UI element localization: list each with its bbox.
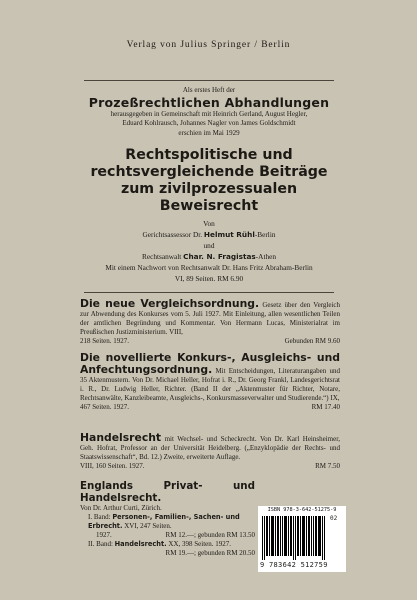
authors-block [80,218,338,284]
intro-line-1: Als erstes Heft der [182,86,236,94]
series-title: Prozeßrechtlichen Abhandlungen [88,95,330,111]
entry-1-pages: 218 Seiten. 1927. [80,337,129,345]
entry-2-text: Mit Entscheidungen, Literaturangaben und 35 Aktenmustern. Von Dr. Michael Heller, Hofrat i. R., Dr. Georg Frankl, Landesgerichtsrat i. R., Dr. Ludwig Heller, Richter. (Band II der „Aktenmuster für Richter, Notare, Rechtsanwälte, Kanzleibeamte, Ausgleichs-, Konkursmasseverwalter und Studierende.“) IX, [80,367,340,402]
band-1-title: Personen-, Familien-, Sachen- und Erbrecht. [88,513,240,530]
band-2-label: II. Band: [88,540,113,548]
entry-4-title: Englands Privat- und Handelsrecht. [80,480,255,504]
band-1-label: I. Band: [88,513,111,521]
main-title-line-3: zum zivilprozessualen [120,181,298,197]
publisher-line: Verlag von Julius Springer / Berlin [126,40,291,50]
entry-4-band-2 [80,540,255,558]
nachwort-line: Mit einem Nachwort von Rechtsanwalt Dr. Hans Fritz Abraham-Berlin [105,263,313,272]
entry-3-text: mit Wechsel- und Scheckrecht. Von Dr. Karl Heinsheimer, Geh. Hofrat, Professor an der Universität Heidelberg. („Enzyklopädie der Rechts- und Staatswissenschaft“, Bd. 12.) Zweite, erweiterte Auflage. [80,435,341,461]
band-2-price: RM 19.—; gebunden RM 20.50 [165,549,255,557]
entry-3-title: Handelsrecht [80,431,162,444]
catalog-entry-1 [80,298,340,346]
author-1-name: Helmut Rühl [203,230,255,239]
author-2-name: Char. N. Fragistas [183,252,256,261]
entry-3-price: RM 7.50 [315,462,340,470]
pages-price: VI, 89 Seiten. RM 6.90 [174,274,244,283]
main-title-block [80,147,338,215]
entry-3-pages: VIII, 160 Seiten. 1927. [80,462,145,470]
author-2-suffix: -Athen [255,252,277,261]
author-1-prefix: Gerichtsassessor Dr. [142,230,203,239]
entry-1-price: Gebunden RM 9.60 [284,337,340,345]
band-2-title: Handelsrecht. [114,540,167,548]
main-title-line-2: rechtsvergleichende Beiträge [90,164,328,180]
main-title-line-1: Rechtspolitische und [125,147,293,163]
band-1-year: 1927. [96,531,112,539]
entry-1-title: Die neue Vergleichsordnung. [80,297,260,310]
intro-line-3: herausgegeben in Gemeinschaft mit Heinrich Gerland, August Hegler, [110,110,308,119]
author-1 [80,229,338,240]
author-2-prefix: Rechtsanwalt [141,252,182,261]
catalog-entry-2 [80,352,340,412]
barcode-digits: 9 783642 512759 [260,561,328,569]
entry-2-pages: 467 Seiten. 1927. [80,403,129,411]
author-2 [80,251,338,262]
entry-4-text: Von Dr. Arthur Curti, Zürich. [80,504,162,512]
isbn-barcode [258,506,346,572]
band-2-pages: XX, 398 Seiten. 1927. [168,540,232,548]
author-1-suffix: -Berlin [254,230,276,239]
entry-1-text: Gesetz über den Vergleich zur Abwendung des Konkurses vom 5. Juli 1927. Mit Einleitung, allen wesentlichen Teilen der amtlichen Begründung und Kommentar. Von Hermann Lucas, Ministerialrat im Preußischen Justizministerium. VIII, [80,301,341,336]
intro-line-4: Eduard Kohlrausch, Johannes Nagler von James Goldschmidt [122,119,296,128]
isbn-text: ISBN 978-3-642-51275-9 [267,507,337,513]
intro-line-5: erschien im Mai 1929 [178,128,240,137]
barcode-addon: 02 [330,515,338,522]
divider-middle [84,292,334,293]
series-intro [80,86,338,138]
barcode-bars [262,516,326,560]
band-1-pages: XVI, 247 Seiten. [124,522,172,530]
entry-2-title: Die novellierte Konkurs-, Ausgleichs- und Anfechtungsordnung. [80,351,340,376]
catalog-entry-4 [80,480,255,558]
von-label: Von [203,219,215,228]
entry-2-price: RM 17.40 [311,403,340,411]
band-1-price: RM 12.—; gebunden RM 13.50 [165,531,255,539]
und-label: und [203,241,215,250]
divider-top [84,80,334,81]
main-title-line-4: Beweisrecht [159,198,259,214]
catalog-entry-3 [80,432,340,471]
entry-4-band-1 [80,513,255,540]
